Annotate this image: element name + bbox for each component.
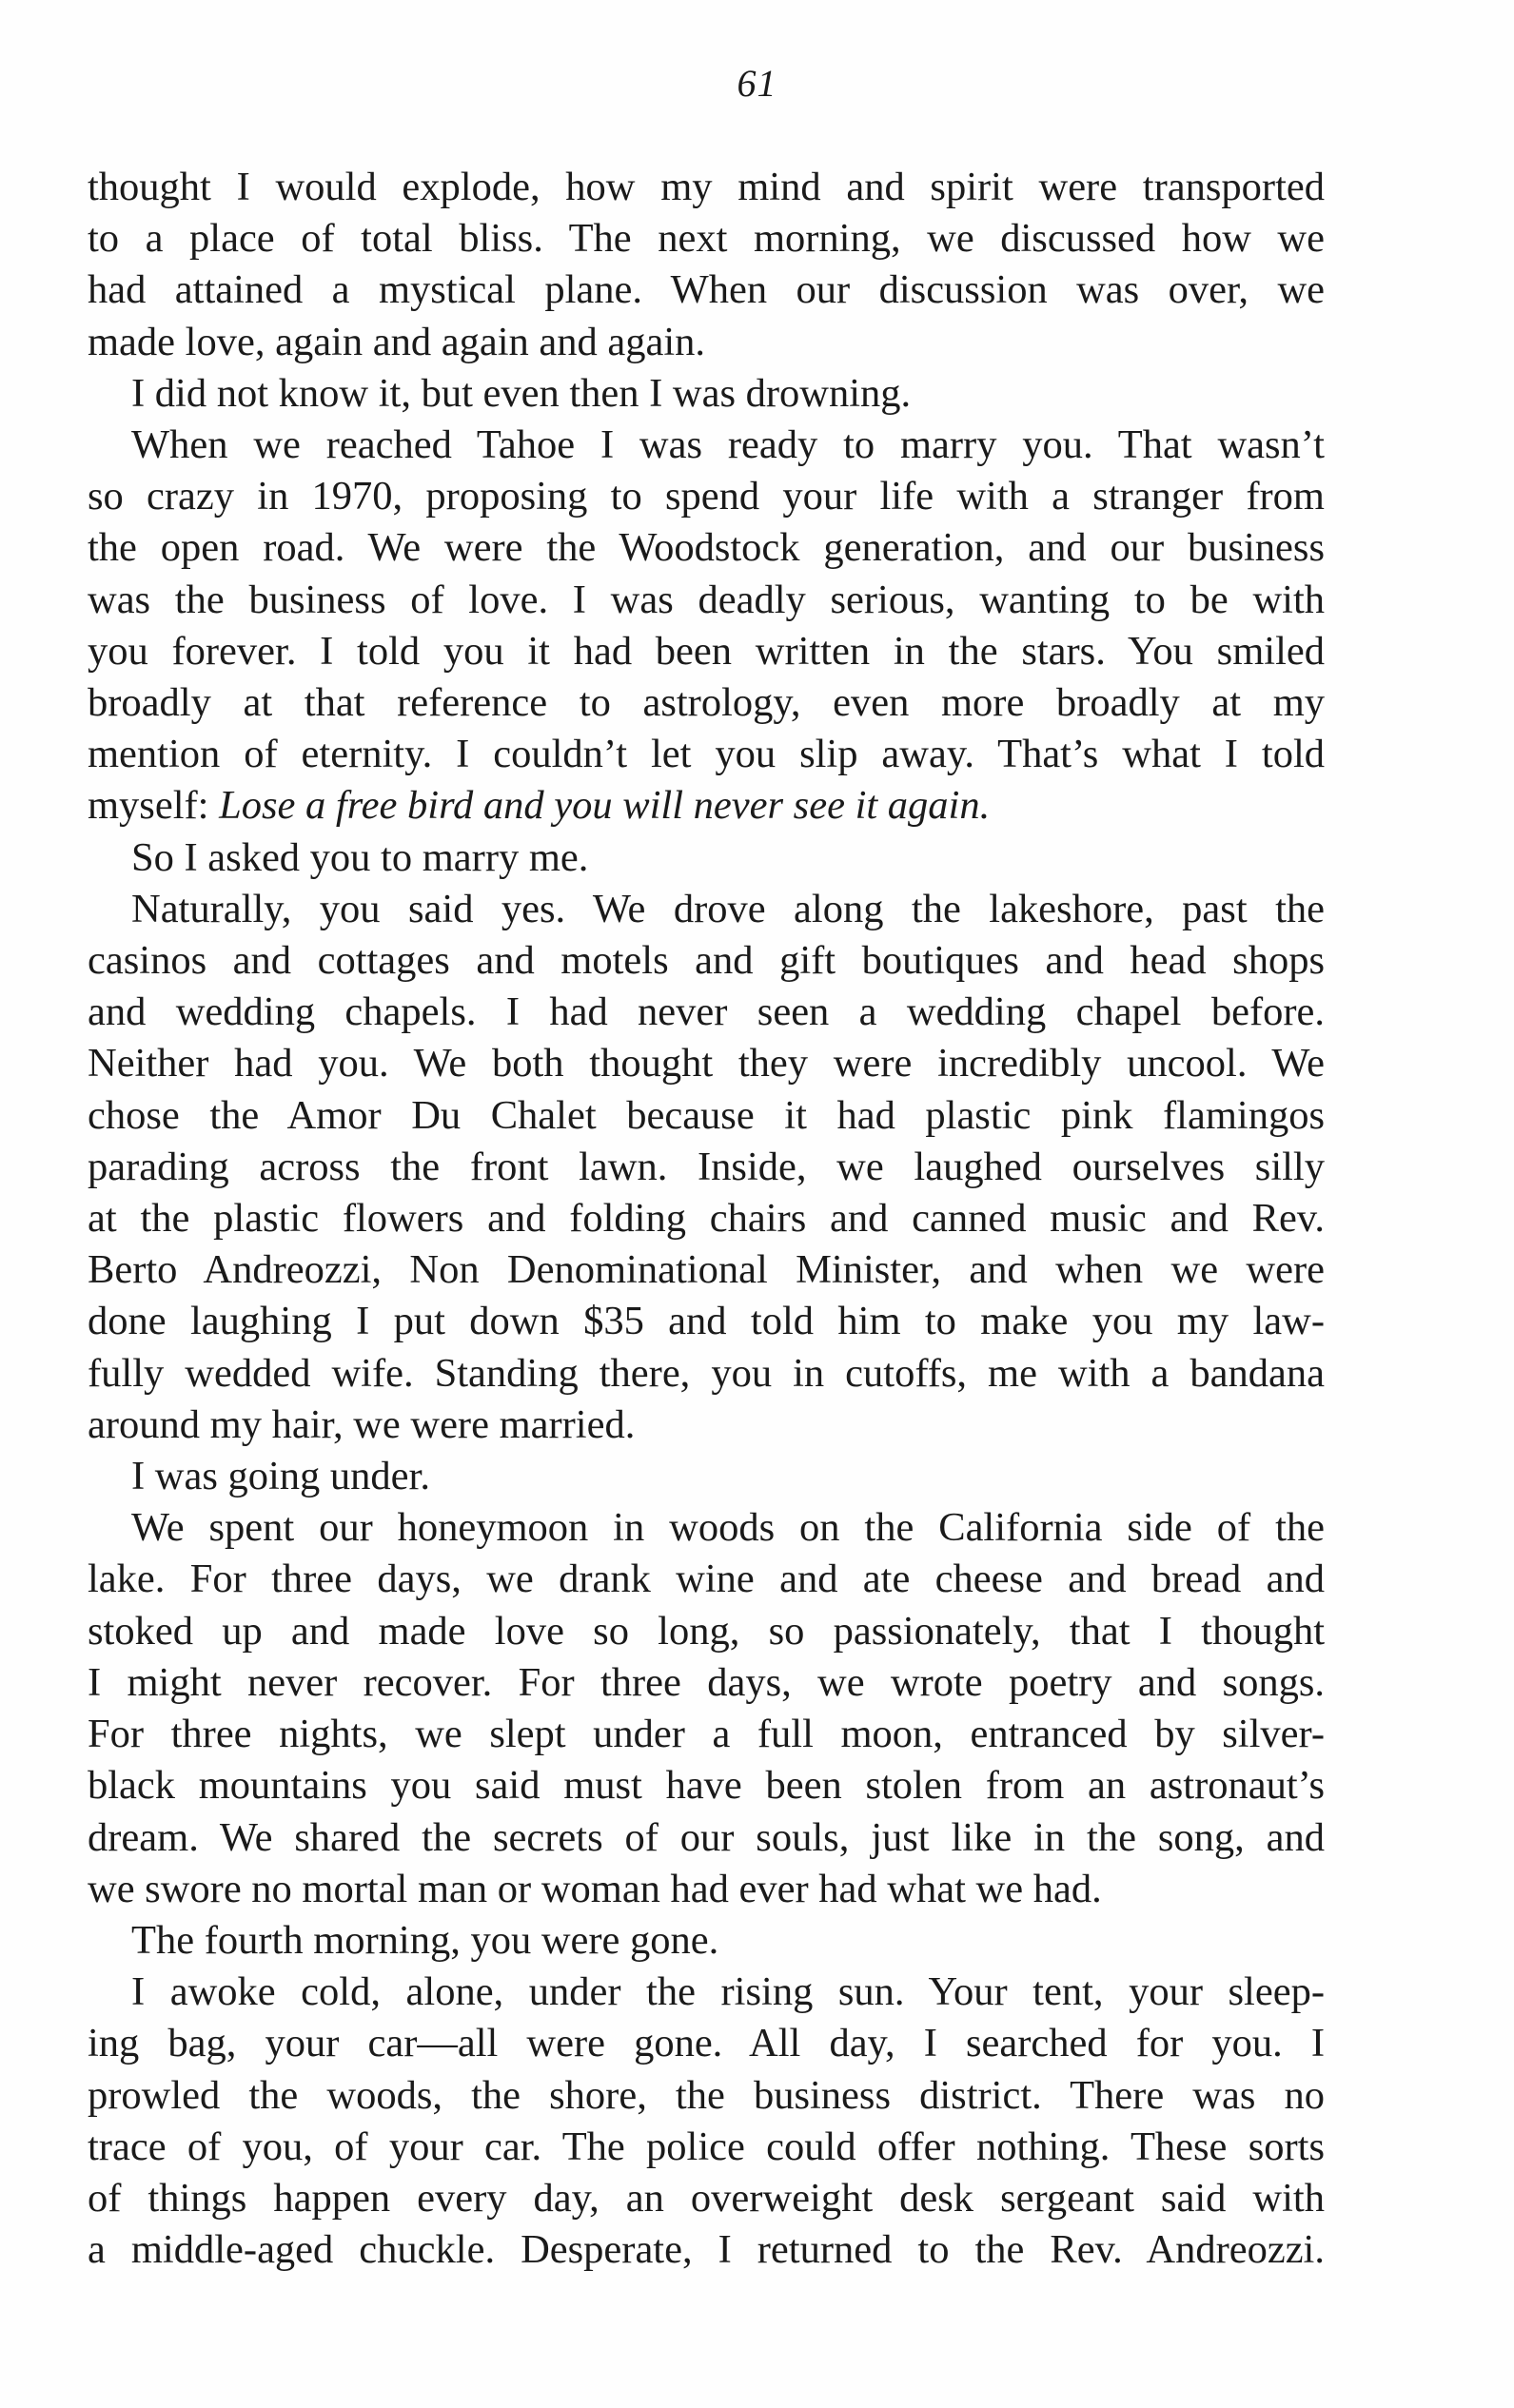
text-line: the open road. We were the Woodstock generation, and our business bbox=[88, 525, 1325, 571]
body-text bbox=[88, 162, 1325, 2276]
text-line: I was going under. bbox=[131, 1454, 430, 1499]
paragraph bbox=[88, 1915, 1325, 1967]
text-line bbox=[88, 780, 1325, 832]
text-line: casinos and cottages and motels and gift boutiques and head shops bbox=[88, 938, 1325, 984]
text-line: The fourth morning, you were gone. bbox=[131, 1917, 719, 1963]
text-line: we swore no mortal man or woman had ever had what we had. bbox=[88, 1866, 1102, 1911]
text-line: you forever. I told you it had been written in the stars. You smiled bbox=[88, 628, 1325, 674]
text-line: When we reached Tahoe I was ready to marry you. That wasn’t bbox=[131, 422, 1325, 468]
text-line: and wedding chapels. I had never seen a wedding chapel before. bbox=[88, 989, 1325, 1035]
paragraph bbox=[88, 1502, 1325, 1915]
text-line: dream. We shared the secrets of our souls, just like in the song, and bbox=[88, 1814, 1325, 1860]
text-line: to a place of total bliss. The next morning, we discussed how we bbox=[88, 216, 1325, 262]
text-line: of things happen every day, an overweight desk sergeant said with bbox=[88, 2175, 1325, 2221]
text-line: For three nights, we slept under a full moon, entranced by silver- bbox=[88, 1712, 1325, 1757]
text-line: ing bag, your car—all were gone. All day, I searched for you. I bbox=[88, 2021, 1325, 2066]
text-line: broadly at that reference to astrology, even more broadly at my bbox=[88, 680, 1325, 726]
italic-phrase: Lose a free bird and you will never see it again. bbox=[219, 783, 991, 829]
text-line: chose the Amor Du Chalet because it had plastic pink flamingos bbox=[88, 1092, 1325, 1138]
text-line: black mountains you said must have been stolen from an astronaut’s bbox=[88, 1763, 1325, 1809]
text-line: stoked up and made love so long, so passionately, that I thought bbox=[88, 1608, 1325, 1654]
line-prefix: myself: bbox=[88, 783, 220, 829]
paragraph bbox=[88, 1967, 1325, 2276]
text-line: lake. For three days, we drank wine and ate cheese and bread and bbox=[88, 1556, 1325, 1602]
text-line: prowled the woods, the shore, the business district. There was no bbox=[88, 2072, 1325, 2118]
text-line: Naturally, you said yes. We drove along the lakeshore, past the bbox=[131, 886, 1325, 931]
paragraph bbox=[88, 884, 1325, 1451]
text-line: We spent our honeymoon in woods on the California side of the bbox=[131, 1505, 1325, 1551]
text-line: done laughing I put down $35 and told him to make you my law- bbox=[88, 1299, 1325, 1344]
text-line: I might never recover. For three days, we wrote poetry and songs. bbox=[88, 1659, 1325, 1705]
text-line: so crazy in 1970, proposing to spend your life with a stranger from bbox=[88, 474, 1325, 519]
page-number: 61 bbox=[737, 62, 777, 105]
paragraph bbox=[88, 420, 1325, 832]
text-line: I did not know it, but even then I was drowning. bbox=[131, 370, 912, 416]
paragraph bbox=[88, 162, 1325, 368]
text-line: a middle-aged chuckle. Desperate, I returned to the Rev. Andreozzi. bbox=[88, 2227, 1325, 2273]
text-line: trace of you, of your car. The police could offer nothing. These sorts bbox=[88, 2124, 1325, 2169]
text-line: mention of eternity. I couldn’t let you slip away. That’s what I told bbox=[88, 732, 1325, 777]
paragraph bbox=[88, 368, 1325, 420]
text-line: I awoke cold, alone, under the rising sun. Your tent, your sleep- bbox=[131, 1969, 1325, 2015]
text-line: at the plastic flowers and folding chairs and canned music and Rev. bbox=[88, 1196, 1325, 1242]
text-line: was the business of love. I was deadly serious, wanting to be with bbox=[88, 577, 1325, 622]
text-line: fully wedded wife. Standing there, you in cutoffs, me with a bandana bbox=[88, 1350, 1325, 1396]
text-line: parading across the front lawn. Inside, we laughed ourselves silly bbox=[88, 1144, 1325, 1189]
text-line: Berto Andreozzi, Non Denominational Minister, and when we were bbox=[88, 1247, 1325, 1293]
text-line: thought I would explode, how my mind and spirit were transported bbox=[88, 165, 1325, 209]
text-line: Neither had you. We both thought they were incredibly uncool. We bbox=[88, 1041, 1325, 1087]
paragraph bbox=[88, 832, 1325, 884]
paragraph bbox=[88, 1451, 1325, 1502]
text-line: had attained a mystical plane. When our discussion was over, we bbox=[88, 267, 1325, 313]
text-line: around my hair, we were married. bbox=[88, 1401, 636, 1447]
text-line: So I asked you to marry me. bbox=[131, 834, 589, 880]
text-line: made love, again and again and again. bbox=[88, 319, 706, 364]
